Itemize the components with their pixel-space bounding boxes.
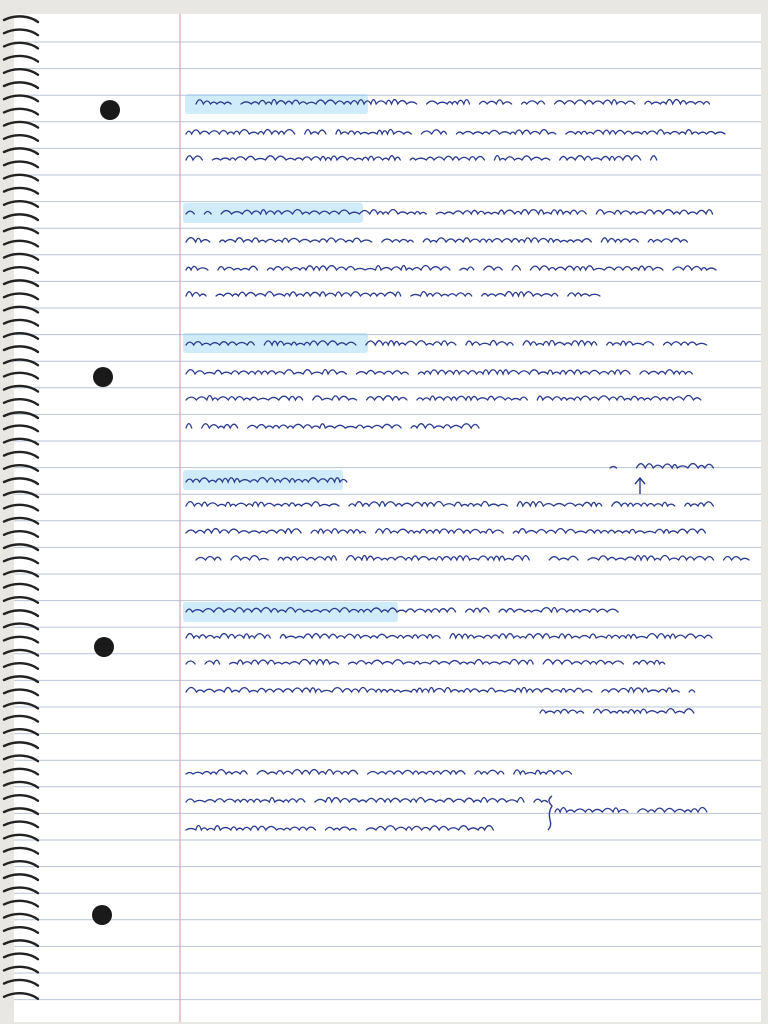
handwritten-line xyxy=(186,608,618,612)
handwriting-stroke xyxy=(186,634,712,638)
handwriting-stroke xyxy=(610,464,713,468)
curly-brace xyxy=(548,796,552,830)
arrow-up-icon xyxy=(635,478,645,494)
handwriting-stroke xyxy=(186,660,665,664)
handwriting-stroke xyxy=(186,210,713,214)
handwriting-stroke xyxy=(540,709,694,713)
handwritten-line xyxy=(186,502,713,506)
handwritten-line xyxy=(186,156,657,160)
handwritten-line xyxy=(186,826,493,830)
handwritten-line xyxy=(186,424,489,428)
handwritten-line xyxy=(186,770,571,774)
handwriting-stroke xyxy=(186,478,347,482)
handwriting-stroke xyxy=(186,529,705,533)
handwritten-line xyxy=(186,529,705,533)
handwritten-line xyxy=(540,709,694,713)
handwritten-line xyxy=(186,238,697,242)
handwriting-stroke xyxy=(186,502,713,506)
handwritten-line xyxy=(186,660,665,664)
handwriting-stroke xyxy=(186,608,618,612)
handwritten-line xyxy=(186,210,713,214)
handwriting-stroke xyxy=(555,808,707,812)
handwritten-line xyxy=(186,130,725,134)
handwritten-line xyxy=(186,478,347,482)
handwriting-stroke xyxy=(186,238,697,242)
handwritten-line xyxy=(186,370,692,374)
handwritten-line xyxy=(196,556,749,560)
handwriting-stroke xyxy=(186,156,657,160)
handwritten-line xyxy=(196,100,709,104)
handwriting-stroke xyxy=(196,556,749,560)
handwritten-line xyxy=(186,798,547,802)
handwritten-line xyxy=(186,341,707,345)
handwritten-line xyxy=(186,266,716,270)
handwritten-line xyxy=(555,808,707,812)
handwritten-line xyxy=(186,292,610,296)
handwriting-stroke xyxy=(186,798,547,802)
handwriting-stroke xyxy=(186,130,725,134)
handwriting-stroke xyxy=(186,770,571,774)
handwritten-line xyxy=(610,464,713,468)
handwriting-stroke xyxy=(186,826,493,830)
handwriting-stroke xyxy=(196,100,709,104)
handwritten-line xyxy=(186,688,695,692)
handwriting-stroke xyxy=(186,688,695,692)
handwriting-stroke xyxy=(186,292,610,296)
handwriting-stroke xyxy=(186,341,707,345)
handwriting-stroke xyxy=(186,370,692,374)
handwriting-stroke xyxy=(186,396,701,400)
handwritten-line xyxy=(186,396,701,400)
handwritten-line xyxy=(186,634,712,638)
handwriting-stroke xyxy=(186,424,489,428)
handwriting-stroke xyxy=(186,266,716,270)
